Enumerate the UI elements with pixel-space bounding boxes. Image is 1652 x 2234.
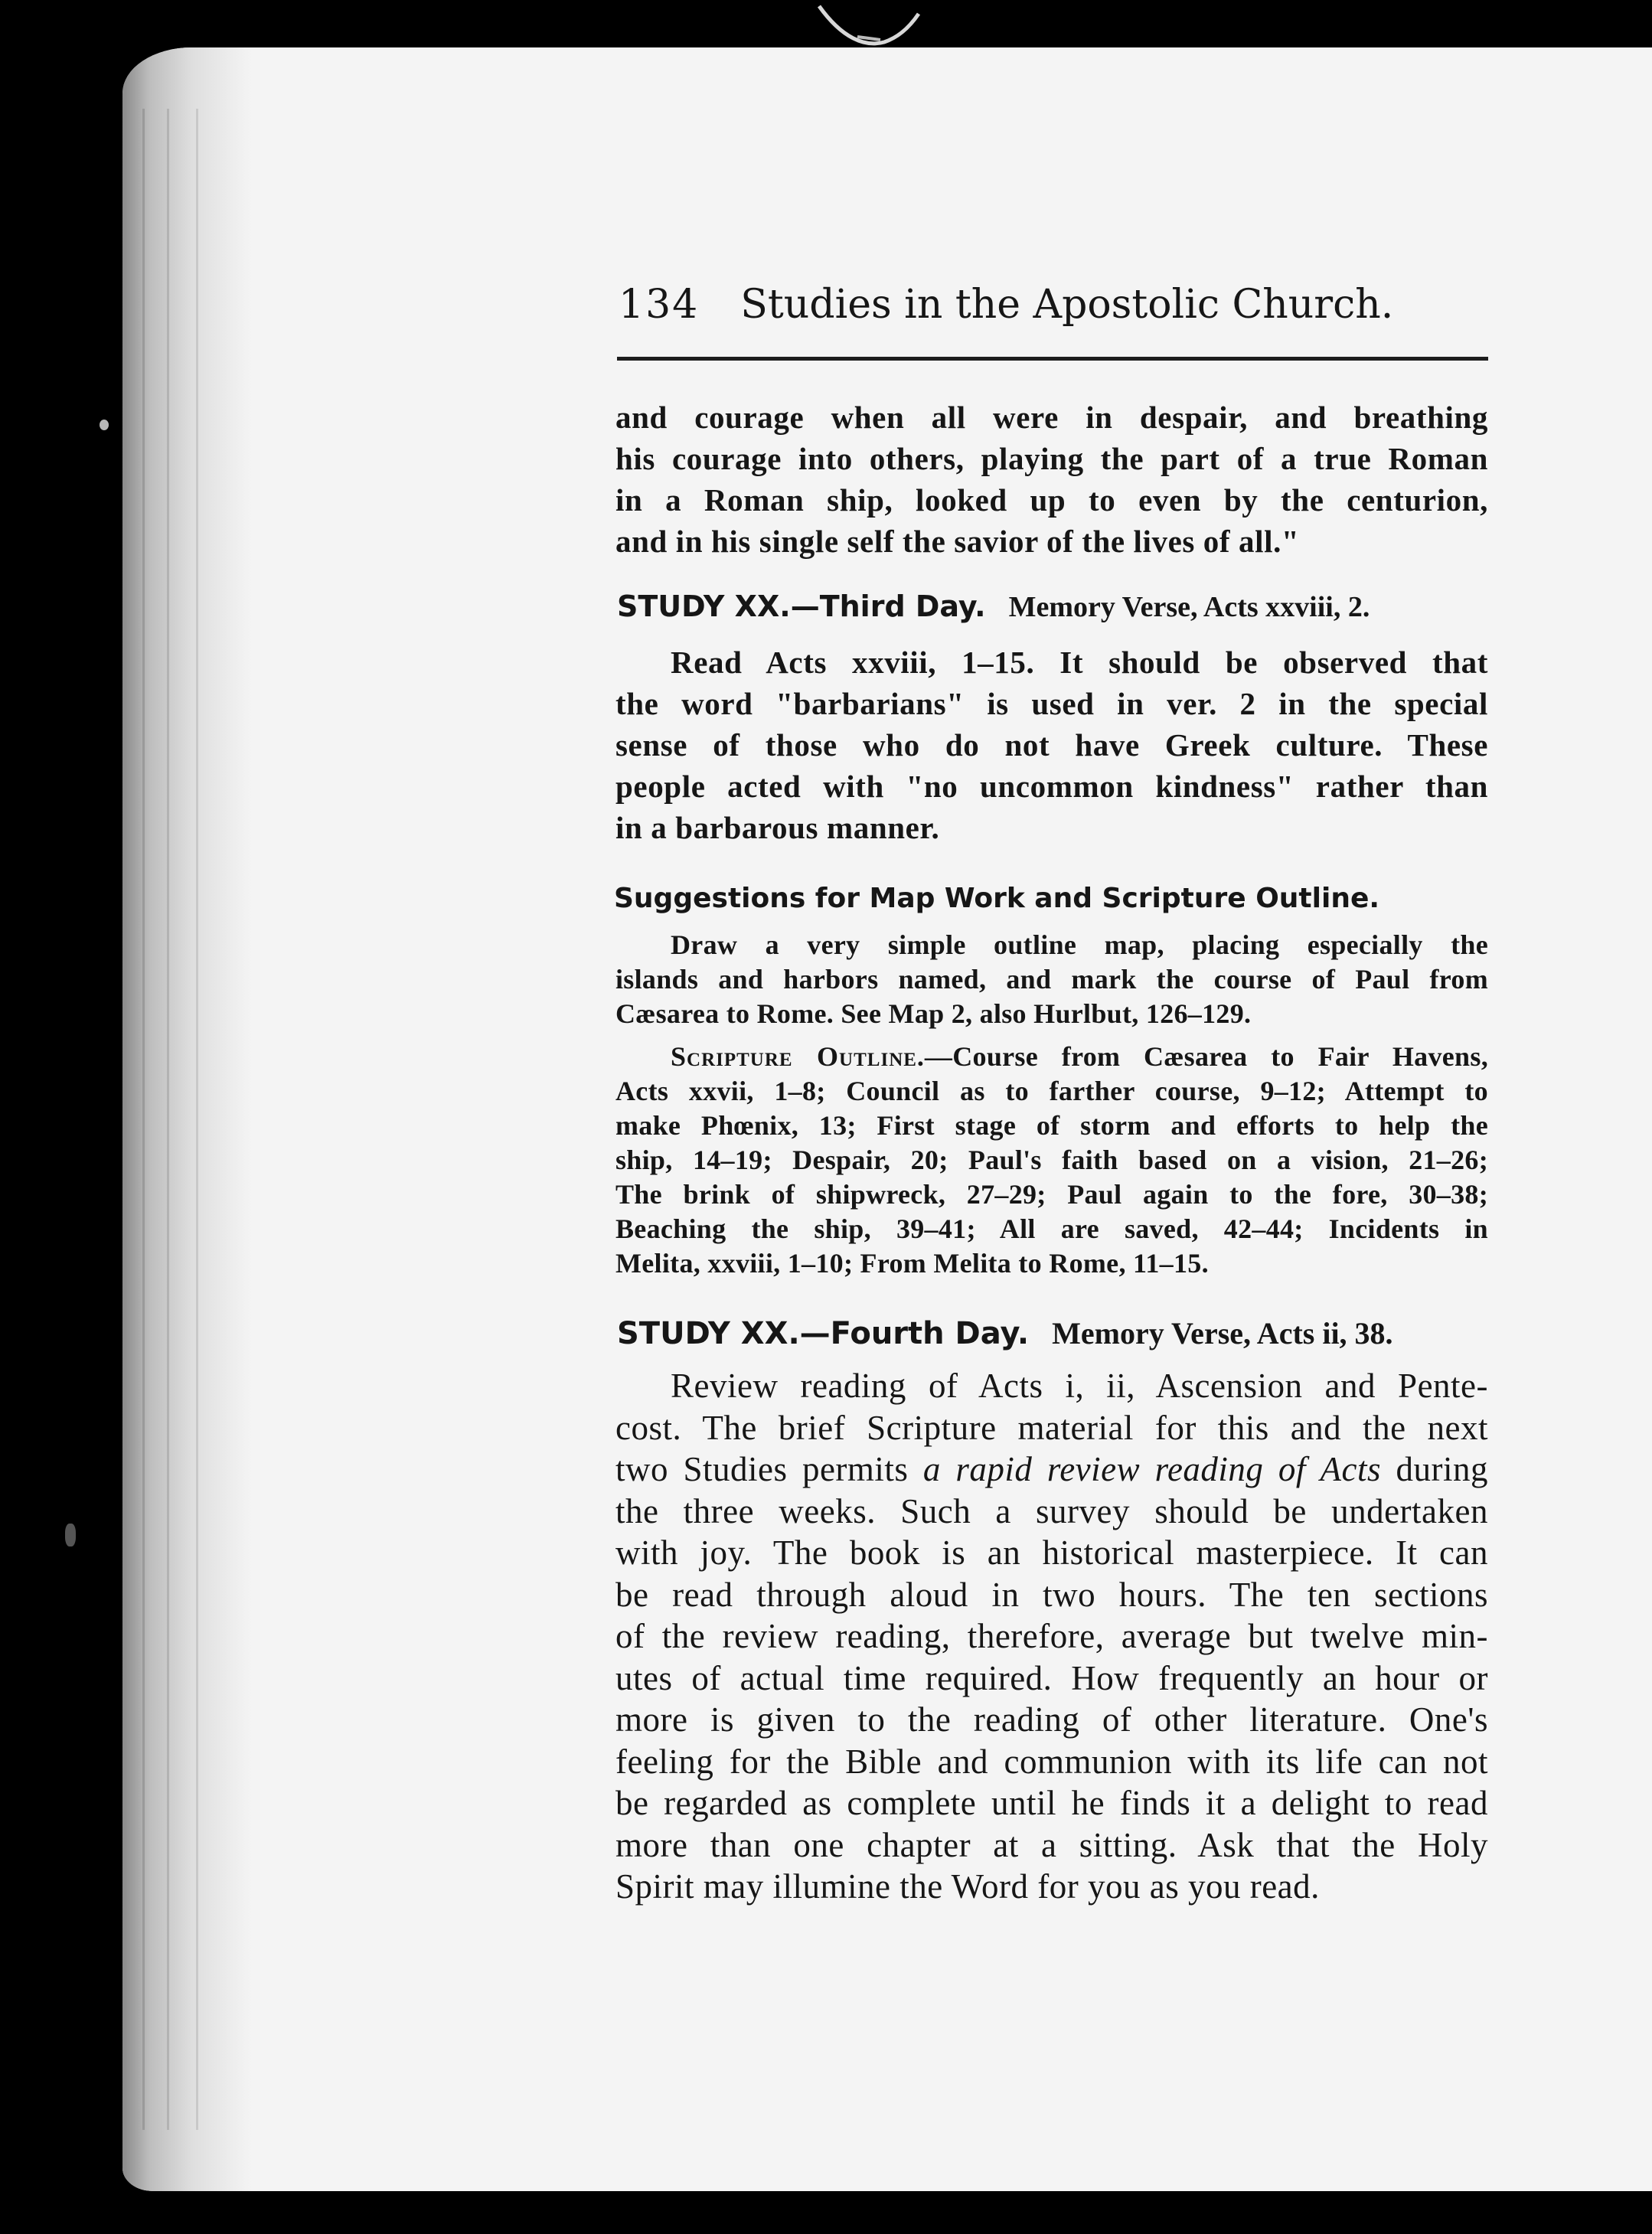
book-title: Studies in the Apostolic Church. (740, 282, 1394, 328)
text-line: Melita, xxviii, 1–10; From Melita to Rome, 11–15. (615, 1248, 1209, 1279)
text-line: Draw a very simple outline map, placing especially the (671, 929, 1488, 960)
text-line (615, 1040, 1488, 1074)
header-rule (617, 357, 1488, 361)
running-head (619, 282, 1487, 328)
memory-verse: Memory Verse, Acts xxviii, 2. (1008, 591, 1370, 623)
text-line: Read Acts xxviii, 1–15. It should be observed that (671, 645, 1488, 680)
text-line: Spirit may illumine the Word for you as you read. (615, 1867, 1320, 1906)
study-heading-third-day (617, 590, 1459, 624)
text-line: the three weeks. Such a survey should be undertaken (615, 1491, 1488, 1530)
text-line: Cæsarea to Rome. See Map 2, also Hurlbut, 126–129. (615, 998, 1252, 1029)
page-number: 134 (619, 282, 700, 328)
text-line: feeling for the Bible and communion with its life can not (615, 1742, 1488, 1781)
opening-paragraph (615, 397, 1488, 562)
text-line: the word "barbarians" is used in ver. 2 in the special (615, 686, 1488, 721)
text-line: The brink of shipwreck, 27–29; Paul again to the fore, 30–38; (615, 1179, 1488, 1210)
text-run: during (1381, 1450, 1488, 1488)
scripture-outline-paragraph (615, 1040, 1488, 1281)
text-line: with joy. The book is an historical masterpiece. It can (615, 1533, 1488, 1572)
text-line: make Phœnix, 13; First stage of storm and efforts to help the (615, 1110, 1488, 1141)
text-line: ship, 14–19; Despair, 20; Paul's faith based on a vision, 21–26; (615, 1145, 1488, 1175)
text-line: cost. The brief Scripture material for this and the next (615, 1408, 1488, 1447)
text-line: sense of those who do not have Greek culture. These (615, 727, 1488, 763)
text-line: islands and harbors named, and mark the course of Paul from (615, 964, 1488, 995)
text-line: and courage when all were in despair, and breathing (615, 400, 1488, 435)
outline-text: —Course from Cæsarea to Fair Havens, (924, 1041, 1488, 1072)
outline-label: Scripture Outline. (671, 1041, 925, 1072)
text-line: people acted with "no uncommon kindness" rather than (615, 769, 1488, 804)
text-line: Beaching the ship, 39–41; All are saved, 42–44; Incidents in (615, 1213, 1488, 1244)
study-title: STUDY XX.—Fourth Day. (617, 1316, 1030, 1351)
text-line: his courage into others, playing the part of a true Roman (615, 441, 1488, 476)
text-line: be regarded as complete until he finds it a delight to read (615, 1784, 1488, 1822)
italic-phrase: a rapid review reading of Acts (922, 1450, 1382, 1488)
text-line (615, 1449, 1488, 1491)
memory-verse: Memory Verse, Acts ii, 38. (1052, 1316, 1393, 1351)
text-line: in a Roman ship, looked up to even by the centurion, (615, 482, 1488, 518)
text-line: utes of actual time required. How frequently an hour or (615, 1658, 1488, 1697)
text-line: be read through aloud in two hours. The ten sections (615, 1575, 1488, 1614)
study-heading-fourth-day (617, 1315, 1459, 1351)
text-line: Acts xxvii, 1–8; Council as to farther course, 9–12; Attempt to (615, 1076, 1488, 1106)
text-line: more than one chapter at a sitting. Ask that the Holy (615, 1825, 1488, 1864)
text-run: two Studies permits (615, 1450, 923, 1488)
third-day-paragraph (615, 642, 1488, 848)
map-work-paragraph (615, 928, 1488, 1031)
suggestions-heading: Suggestions for Map Work and Scripture Outline. (614, 883, 1380, 914)
text-line: in a barbarous manner. (615, 810, 940, 845)
text-line: of the review reading, therefore, average but twelve min- (615, 1617, 1488, 1655)
text-line: and in his single self the savior of the lives of all." (615, 524, 1300, 559)
text-line: Review reading of Acts i, ii, Ascension and Pente- (671, 1367, 1488, 1405)
fourth-day-paragraph (615, 1365, 1488, 1908)
text-line: more is given to the reading of other literature. One's (615, 1700, 1488, 1739)
study-title: STUDY XX.—Third Day. (617, 590, 986, 623)
